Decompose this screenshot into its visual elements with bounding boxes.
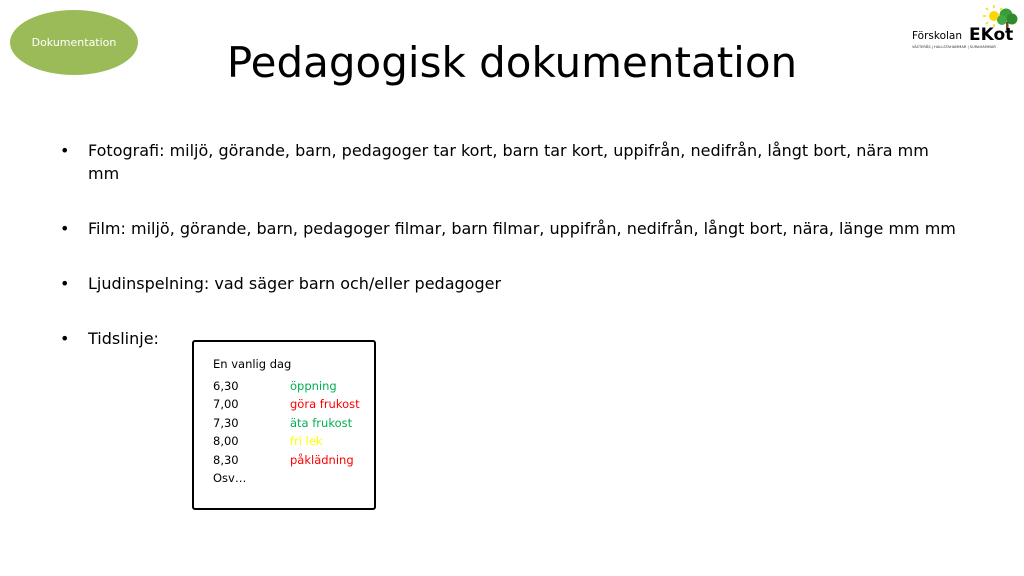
- timeline-activity: fri lek: [290, 434, 323, 449]
- timeline-row: [213, 451, 374, 469]
- timeline-activity: göra frukost: [290, 397, 360, 412]
- bullet-dot: •: [60, 274, 70, 293]
- timeline-time: 6,30: [213, 379, 239, 393]
- bullet-text: Fotografi: miljö, görande, barn, pedagoger tar kort, barn tar kort, uppifrån, nedifrån, långt bort, nära mm mm: [88, 141, 929, 183]
- logo-prefix: Förskolan: [912, 30, 963, 42]
- section-badge-label: Dokumentation: [31, 36, 117, 49]
- timeline-heading: En vanlig dag: [213, 357, 292, 371]
- bullet-item: [60, 139, 960, 185]
- logo-tagline: VÄSTERÅS | HALLSTAHAMMAR | SURAHAMMAR: [912, 45, 996, 49]
- timeline-activity: påklädning: [290, 452, 354, 467]
- bullet-text: Tidslinje:: [88, 329, 159, 348]
- bullet-dot: •: [60, 329, 70, 348]
- bullet-dot: •: [60, 219, 70, 238]
- bullet-list: [60, 139, 960, 350]
- logo-name: EKot: [969, 25, 1014, 45]
- timeline-time: 7,00: [213, 397, 239, 412]
- bullet-dot: •: [60, 141, 70, 160]
- bullet-item: [60, 217, 960, 240]
- timeline-row: [213, 432, 374, 450]
- timeline-row: [213, 377, 374, 395]
- bullet-item: [60, 272, 960, 295]
- timeline-box: [192, 340, 376, 510]
- timeline-activity: öppning: [290, 379, 337, 393]
- timeline-time: 8,00: [213, 434, 239, 449]
- timeline-row: [213, 414, 374, 432]
- timeline-etc: Osv…: [213, 470, 247, 485]
- page-title: Pedagogisk dokumentation: [226, 38, 798, 87]
- bullet-text: Film: miljö, görande, barn, pedagoger filmar, barn filmar, uppifrån, nedifrån, långt bort, nära, länge mm mm: [88, 219, 956, 238]
- timeline-activity: äta frukost: [290, 415, 353, 430]
- timeline-time: 7,30: [213, 415, 239, 430]
- timeline-time: 8,30: [213, 452, 239, 467]
- bullet-text: Ljudinspelning: vad säger barn och/eller pedagoger: [88, 274, 502, 293]
- timeline-row: [213, 395, 374, 413]
